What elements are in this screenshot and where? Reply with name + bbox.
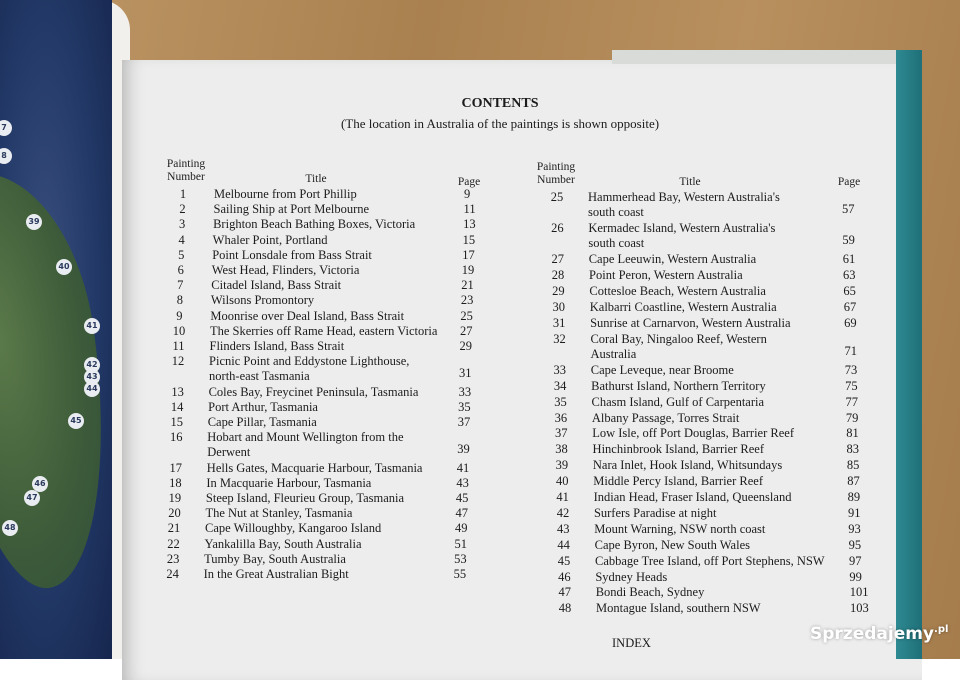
page-number: 95	[848, 537, 862, 552]
painting-title: Flinders Island, Bass Strait	[209, 339, 345, 353]
page-number: 93	[848, 521, 861, 536]
page-number: 51	[454, 536, 468, 551]
map-pin-marker: 46	[32, 476, 48, 492]
map-pin-marker: 43	[84, 369, 100, 385]
page-number: 11	[463, 202, 476, 217]
painting-number: 28	[551, 268, 565, 283]
page-number: 103	[850, 601, 869, 616]
contents-entry	[544, 395, 904, 411]
painting-number: 5	[178, 247, 185, 262]
contents-entry	[546, 506, 906, 522]
contents-entry	[542, 300, 902, 316]
painting-title: Indian Head, Fraser Island, Queensland	[593, 490, 792, 504]
contents-entry	[160, 400, 490, 416]
painting-title: Brighton Beach Bathing Boxes, Victoria	[213, 217, 416, 232]
painting-number: 43	[557, 521, 570, 536]
page-number: 33	[458, 384, 472, 399]
painting-title-continued: Australia	[590, 346, 637, 361]
painting-number: 3	[178, 217, 186, 232]
painting-title: Cabbage Tree Island, off Port Stephens, NSW	[595, 553, 825, 568]
painting-title: Hinchinbrook Island, Barrier Reef	[592, 442, 765, 457]
painting-number: 37	[554, 426, 568, 441]
painting-number: 22	[167, 536, 180, 551]
contents-entry	[166, 187, 496, 203]
painting-title: Kalbarri Coastline, Western Australia	[589, 299, 777, 314]
painting-number: 19	[168, 491, 182, 505]
painting-title: Sydney Heads	[595, 569, 668, 584]
title-header: Title	[305, 173, 327, 185]
painting-title: Point Peron, Western Australia	[589, 268, 743, 283]
painting-number: 44	[557, 537, 570, 552]
painting-number: 13	[171, 384, 184, 399]
painting-title: Kermadec Island, Western Australia's	[588, 221, 776, 236]
painting-title: Bathurst Island, Northern Territory	[591, 378, 766, 393]
painting-title: Cape Willoughby, Kangaroo Island	[205, 521, 382, 536]
contents-entry	[156, 552, 486, 568]
page-number: 19	[461, 263, 475, 277]
painting-title: Moonrise over Deal Island, Bass Strait	[210, 308, 405, 323]
contents-entry	[542, 331, 902, 361]
painting-title-continued: south coast	[588, 236, 645, 251]
painting-number: 27	[551, 252, 564, 267]
page-number: 77	[845, 394, 858, 409]
page-number: 65	[843, 284, 856, 298]
page-number: 101	[849, 585, 869, 600]
painting-number: 4	[178, 232, 185, 247]
contents-entry	[160, 415, 490, 431]
map-pin-marker: 48	[2, 520, 18, 536]
painting-title: Middle Percy Island, Barrier Reef	[593, 474, 763, 489]
watermark-logo: Sprzedajemy$^{.pl}$	[810, 624, 949, 644]
painting-title: Low Isle, off Port Douglas, Barrier Reef	[592, 426, 794, 441]
contents-entry	[546, 522, 906, 538]
contents-entry	[541, 268, 901, 284]
painting-title: In Macquarie Harbour, Tasmania	[206, 475, 372, 490]
contents-entry	[158, 476, 488, 492]
painting-title: Coral Bay, Ningaloo Reef, Western	[590, 331, 767, 346]
painting-title-continued: Derwent	[207, 445, 251, 460]
page-number: 43	[456, 475, 469, 490]
painting-number: 36	[554, 410, 568, 425]
contents-entry	[157, 521, 487, 537]
painting-title: Cape Leveque, near Broome	[590, 362, 734, 377]
page-number: 27	[459, 323, 473, 338]
painting-number: 20	[168, 506, 181, 521]
page-number: 67	[843, 299, 857, 314]
contents-entry	[540, 190, 900, 220]
contents-entry	[547, 538, 907, 554]
map-pin-marker: 7	[0, 120, 12, 136]
contents-entry	[548, 601, 908, 617]
painting-number: 38	[555, 442, 568, 457]
painting-title: Mount Warning, NSW north coast	[594, 521, 766, 536]
painting-number: 40	[556, 474, 569, 489]
contents-entry	[159, 461, 489, 477]
painting-title: Cottesloe Beach, Western Australia	[589, 284, 766, 298]
painting-number: 41	[556, 490, 569, 504]
painting-number: 8	[176, 293, 183, 308]
page-number: 13	[463, 217, 476, 232]
page-number: 45	[455, 491, 469, 505]
page-number: 29	[459, 339, 472, 353]
painting-number: 15	[170, 415, 183, 429]
painting-title: Chasm Island, Gulf of Carpentaria	[591, 394, 765, 409]
contents-entry	[164, 248, 494, 264]
painting-title: Coles Bay, Freycinet Peninsula, Tasmania	[208, 384, 419, 399]
page-number: 87	[847, 474, 860, 489]
contents-entry	[162, 309, 492, 325]
map-pin-marker: 39	[26, 214, 42, 230]
page-number: 47	[455, 506, 468, 521]
contents-entry	[544, 426, 904, 442]
page-number: 69	[844, 315, 857, 330]
painting-title: The Nut at Stanley, Tasmania	[205, 506, 353, 521]
painting-number: 2	[179, 202, 186, 217]
contents-entry	[158, 491, 488, 507]
page-number: 9	[464, 187, 471, 201]
painting-title: Port Arthur, Tasmania	[208, 399, 318, 414]
contents-entry	[159, 430, 489, 460]
contents-entry	[548, 585, 908, 601]
painting-title: Yankalilla Bay, South Australia	[204, 536, 362, 551]
contents-entry	[162, 339, 492, 355]
page-number: 37	[457, 415, 471, 429]
page-number: 53	[454, 551, 467, 566]
painting-number: 18	[169, 475, 182, 490]
painting-title: Tumby Bay, South Australia	[204, 551, 346, 566]
contents-entry	[161, 385, 491, 401]
painting-number: 16	[170, 430, 183, 445]
australia-map-image	[0, 0, 112, 659]
map-pin-marker: 41	[84, 318, 100, 334]
page-number: 31	[459, 366, 472, 381]
painting-title: Hammerhead Bay, Western Australia's	[588, 190, 780, 204]
contents-entry	[542, 316, 902, 332]
painting-number: 12	[171, 354, 185, 369]
map-pin-marker: 44	[84, 381, 100, 397]
painting-title: Nara Inlet, Hook Island, Whitsundays	[592, 458, 783, 473]
painting-title: West Head, Flinders, Victoria	[211, 263, 360, 277]
painting-title: Montague Island, southern NSW	[596, 601, 761, 616]
page-header-right: Page	[837, 176, 861, 188]
painting-title: Hobart and Mount Wellington from the	[207, 430, 404, 445]
page-number: 99	[849, 569, 862, 584]
page-number: 41	[456, 460, 470, 475]
page-number: 75	[845, 378, 858, 393]
contents-entry	[540, 221, 900, 251]
painting-title: Wilsons Promontory	[210, 293, 315, 308]
painting-number: 10	[172, 323, 186, 338]
painting-number: 1	[179, 187, 187, 201]
painting-number: 6	[177, 263, 184, 277]
page-number: 71	[844, 343, 857, 358]
painting-number: 17	[169, 460, 183, 475]
contents-entry	[165, 217, 495, 233]
contents-entry	[162, 324, 492, 340]
contents-entry	[544, 411, 904, 427]
painting-number: 24	[166, 567, 179, 581]
book-edge	[612, 50, 904, 64]
painting-title: Cape Pillar, Tasmania	[207, 415, 317, 429]
page-number: 73	[844, 362, 858, 377]
painting-title: Whaler Point, Portland	[212, 232, 328, 247]
page-number: 89	[847, 490, 861, 504]
painting-number: 14	[170, 399, 184, 414]
painting-title: Sailing Ship at Port Melbourne	[213, 202, 370, 217]
page-header: Page	[457, 176, 481, 188]
contents-entry	[546, 490, 906, 506]
painting-title: Cape Leeuwin, Western Australia	[588, 252, 757, 267]
contents-entry	[157, 537, 487, 553]
painting-title: Bondi Beach, Sydney	[595, 585, 705, 600]
page-number: 39	[457, 442, 470, 457]
page-subtitle: (The location in Australia of the paintings is shown opposite)	[340, 116, 660, 131]
painting-number: 25	[550, 190, 564, 204]
index-entry: INDEX	[612, 636, 651, 650]
page-number: 15	[462, 232, 476, 247]
painting-number: 23	[166, 551, 180, 566]
painting-title: Sunrise at Carnarvon, Western Australia	[590, 315, 791, 330]
contents-entry	[547, 570, 907, 586]
contents-entry	[541, 252, 901, 268]
painting-number: 46	[558, 569, 571, 584]
map-pin-marker: 45	[68, 413, 84, 429]
page-number: 17	[462, 247, 475, 262]
painting-number: 26	[551, 221, 564, 236]
painting-title: The Skerries off Rame Head, eastern Victoria	[209, 323, 438, 338]
painting-title: Melbourne from Port Phillip	[214, 187, 357, 201]
page-number: 35	[458, 399, 471, 414]
contents-entry	[545, 458, 905, 474]
map-pin-marker: 42	[84, 357, 100, 373]
map-pin-marker: 47	[24, 490, 40, 506]
page-number: 49	[455, 521, 468, 536]
contents-entry	[156, 567, 486, 583]
painting-title: Point Lonsdale from Bass Strait	[212, 247, 372, 262]
painting-number: 9	[176, 308, 183, 323]
page-number: 91	[847, 505, 861, 520]
contents-entry	[541, 284, 901, 300]
painting-number: 47	[558, 585, 571, 600]
page-number: 85	[846, 458, 860, 473]
painting-title: Steep Island, Fleurieu Group, Tasmania	[205, 491, 405, 505]
painting-title-continued: north-east Tasmania	[209, 369, 310, 384]
painting-number: 33	[553, 362, 567, 377]
painting-title: Cape Byron, New South Wales	[594, 537, 750, 552]
painting-title-continued: south coast	[588, 205, 644, 220]
page-number: 25	[460, 308, 473, 323]
painting-title: In the Great Australian Bight	[203, 567, 349, 581]
painting-number: 7	[177, 278, 184, 293]
painting-title: Albany Passage, Torres Strait	[591, 410, 740, 425]
page-number: 59	[842, 233, 855, 248]
page-number: 83	[846, 442, 860, 457]
painting-title: Picnic Point and Eddystone Lighthouse,	[209, 354, 410, 369]
painting-number: 39	[555, 458, 569, 473]
painting-number: 34	[553, 378, 567, 393]
map-pin-marker: 40	[56, 259, 72, 275]
contents-entry	[545, 442, 905, 458]
contents-entry	[543, 363, 903, 379]
map-pin-marker: 8	[0, 148, 12, 164]
painting-number: 21	[167, 521, 181, 536]
page-title: CONTENTS	[461, 96, 539, 111]
painting-number-header: Painting Number	[166, 158, 206, 183]
page-number: 81	[846, 426, 859, 441]
page-number: 57	[842, 202, 855, 216]
painting-number-header-right: Painting Number	[536, 161, 576, 186]
painting-number: 11	[172, 339, 185, 353]
contents-entry	[161, 354, 491, 384]
painting-number: 42	[556, 505, 570, 520]
painting-number: 35	[554, 394, 567, 409]
painting-number: 31	[552, 315, 566, 330]
contents-entry	[545, 474, 905, 490]
painting-number: 29	[552, 284, 565, 298]
painting-title: Citadel Island, Bass Strait	[211, 278, 342, 293]
painting-number: 30	[552, 299, 565, 314]
painting-title: Surfers Paradise at night	[593, 505, 717, 520]
contents-entry	[164, 263, 494, 279]
painting-title: Hells Gates, Macquarie Harbour, Tasmania	[206, 460, 423, 475]
page-number: 63	[843, 268, 856, 283]
page-number: 55	[453, 567, 467, 581]
contents-entry	[157, 506, 487, 522]
title-header-right: Title	[679, 176, 701, 188]
contents-entry	[163, 293, 493, 309]
contents-entry	[163, 278, 493, 294]
contents-entry	[543, 379, 903, 395]
page-number: 23	[460, 293, 474, 308]
painting-number: 45	[557, 553, 571, 568]
page-number: 79	[845, 410, 859, 425]
page-number: 61	[842, 252, 856, 267]
painting-number: 48	[558, 601, 572, 616]
painting-number: 32	[553, 331, 566, 346]
contents-entry	[166, 202, 496, 218]
contents-entry	[165, 233, 495, 249]
contents-entry	[547, 554, 907, 570]
page-number: 97	[849, 553, 862, 568]
page-number: 21	[461, 278, 474, 293]
